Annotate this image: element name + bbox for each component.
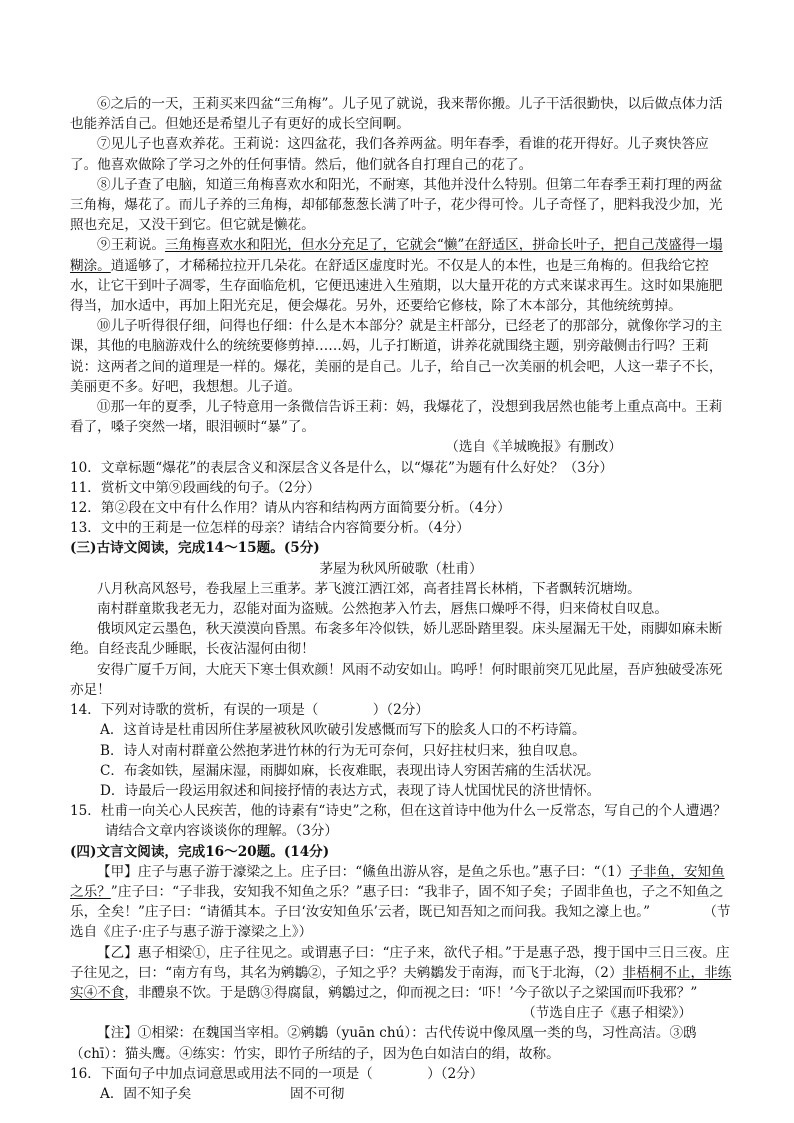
question-14-option-a: A．这首诗是杜甫因所住茅屋被秋风吹破引发感慨而写下的脍炙人口的不朽诗篇。 — [100, 722, 586, 739]
question-14-option-b: B．诗人对南村群童公然抱茅进竹林的行为无可奈何，只好拄杖归来，独自叹息。 — [100, 742, 586, 759]
paragraph-11: ⑪那一年的夏季，儿子特意用一条微信告诉王莉：妈，我爆花了，没想到我居然也能考上重点高中。王莉看了，嗓子突然一堵，眼泪顿时“暴”了。 — [70, 399, 723, 436]
question-16-option-a — [70, 1084, 732, 1104]
underlined-sentence: 三角梅喜欢水和阳光，但水分充足了，它就会“懒”在舒适区，拼命长叶子，把自己茂盛得一塌糊涂。 — [70, 237, 723, 274]
paragraph-7: ⑦见儿子也喜欢养花。王莉说：这四盆花，我们各养两盆。明年春季，看谁的花开得好。儿子爽快答应了。他喜欢做除了学习之外的任何事情。然后，他们就各自打理自己的花了。 — [70, 136, 709, 173]
passage-yi-rest: ，非醴泉不饮。于是鸱③得腐鼠，鹓鶵过之，仰而视之曰：‘吓！’今子欲以子之梁国而吓我邪？” — [124, 984, 698, 1001]
question-13: 13．文中的王莉是一位怎样的母亲？请结合内容简要分析。（4分） — [70, 520, 470, 537]
passage-jia-rest: ”庄子曰：“子非我，安知我不知鱼之乐？”惠子曰：“我非子，固不知子矣；子固非鱼也，子之不知鱼之乐，全矣！”庄子曰：“请循其本。子曰‘汝安知鱼乐’云者，既已知吾知之而问我。我知之濠上也。” — [70, 883, 724, 921]
passage-yi-start: 【乙】惠子相梁①，庄子往见之。或谓惠子曰：“庄子来，欲代子相。”于是惠子恐，搜于国中三日三夜。庄子往见之，曰：“南方有鸟，其名为鹓鶵②，子知之乎？夫鹓鶵发于南海，而飞于北海，（2） — [70, 944, 730, 981]
passage-yi-underlined: 非梧桐不止，非练实④不食 — [70, 964, 732, 1001]
question-14-option-c: C．布衾如铁，屋漏床湿，雨脚如麻，长夜难眠，表现出诗人穷困苦痛的生活状况。 — [100, 762, 600, 779]
question-16-option-a-right: 固不可彻 — [290, 1085, 345, 1102]
question-15: 15．杜甫一向关心人民疾苦，他的诗素有“诗史”之称，但在这首诗中他为什么一反常态，写自己的个人遭遇？请结合文章内容谈谈你的理解。（3分） — [70, 803, 727, 840]
question-14-option-d: D．诗最后一段运用叙述和间接抒情的表达方式，表现了诗人忧国忧民的济世情怀。 — [100, 782, 601, 799]
poem-title: 茅屋为秋风所破歌（杜甫） — [319, 560, 483, 577]
passage-jia-start: 【甲】庄子与惠子游于濠梁之上。庄子曰：“鯈鱼出游从容，是鱼之乐也。”惠子曰：“（1） — [97, 863, 630, 880]
source-note: （选自《羊城晚报》有删改） — [445, 439, 622, 456]
passage-jia-underlined: 子非鱼，安知鱼之乐？ — [70, 863, 725, 900]
paragraph-9-start: ⑨王莉说。 — [97, 237, 165, 254]
section-4-heading: (四)文言文阅读，完成16～20题。(14分) — [70, 843, 330, 860]
passage-jia — [70, 862, 732, 943]
question-14: 14．下列对诗歌的赏析，有误的一项是（ ）（2分） — [70, 702, 429, 719]
question-10: 10．文章标题“爆花”的表层含义和深层含义各是什么，以“爆花”为题有什么好处？（3分） — [70, 459, 614, 476]
paragraph-6: ⑥之后的一天，王莉买来四盆“三角梅”。儿子见了就说，我来帮你搬。儿子干活很勤快，以后做点体力活也能养活自己。但她还是希望儿子有更好的成长空间啊。 — [70, 96, 723, 133]
passage-jia-source: （节选自《庄子·庄子与惠子游于濠梁之上》） — [70, 904, 731, 941]
exam-page — [70, 94, 732, 1104]
paragraph-10: ⑩儿子听得很仔细，问得也仔细：什么是木本部分？就是主杆部分，已经老了的那部分，就像你学习的主课，其他的电脑游戏什么的统统要修剪掉……妈，儿子打断道，讲养花就围绕主题，别旁敲侧击行吗？王莉说：这两者之间的道理是一样的。爆花，美丽的是自己。儿子，给自己一次美丽的机会吧，人这一辈子不长，美丽更不多。好吧，我想想。儿子道。 — [70, 318, 723, 395]
poem-line-3: 俄顷风定云墨色，秋天漠漠向昏黑。布衾多年冷似铁，娇儿恶卧踏里裂。床头屋漏无干处，雨脚如麻未断绝。自经丧乱少睡眠，长夜沾湿何由彻！ — [70, 621, 723, 658]
question-12: 12．第②段在文中有什么作用？请从内容和结构两方面简要分析。（4分） — [70, 500, 511, 517]
section-3-heading: (三)古诗文阅读，完成14～15题。(5分) — [70, 540, 320, 557]
poem-line-1: 八月秋高风怒号，卷我屋上三重茅。茅飞渡江洒江郊，高者挂罥长林梢，下者飘转沉塘坳。 — [97, 580, 641, 597]
question-11: 11．赏析文中第⑨段画线的句子。（2分） — [70, 479, 321, 496]
poem-line-2: 南村群童欺我老无力，忍能对面为盗贼。公然抱茅入竹去，唇焦口燥呼不得，归来倚杖自叹息。 — [97, 601, 668, 618]
annotation-note: 【注】①相梁：在魏国当宰相。②鹓鶵（yuān chú）：古代传说中像凤凰一类的鸟，习性高洁。③鸱（chī）：猫头鹰。④练实：竹实，即竹子所结的子，因为色白如洁白的绢，故称。 — [70, 1025, 697, 1062]
question-16-option-a-left: A．固不知子矣 — [100, 1085, 192, 1102]
question-16: 16．下面句子中加点词意思或用法不同的一项是（ ）（2分） — [70, 1065, 484, 1082]
poem-line-4: 安得广厦千万间，大庇天下寒士俱欢颜！风雨不动安如山。呜呼！何时眼前突兀见此屋，吾庐独破受冻死亦足！ — [70, 661, 723, 698]
passage-yi-source: （节选自庄子《惠子相梁》） — [522, 1005, 692, 1022]
paragraph-9 — [70, 235, 732, 316]
paragraph-9-rest: 逍遥够了，才稀稀拉拉开几朵花。在舒适区虚度时光。不仅是人的本性，也是三角梅的。但我给它控水，让它干到叶子凋零，生存面临危机，它便迅速进入生殖期，以大量开花的方式来谋求再生。这时如果施肥得当，加水适中，再加上阳光充足，便会爆花。另外，还要给它修枝，除了木本部分，其他统统剪掉。 — [70, 257, 723, 315]
paragraph-8: ⑧儿子查了电脑，知道三角梅喜欢水和阳光，不耐寒，其他并没什么特别。但第二年春季王莉打理的两盆三角梅，爆花了。而儿子养的三角梅，却郁郁葱葱长满了叶子，花少得可怜。儿子奇怪了，肥料我没少加，光照也充足，又没干到它。但它就是懒花。 — [70, 176, 723, 234]
passage-yi — [70, 943, 732, 1004]
